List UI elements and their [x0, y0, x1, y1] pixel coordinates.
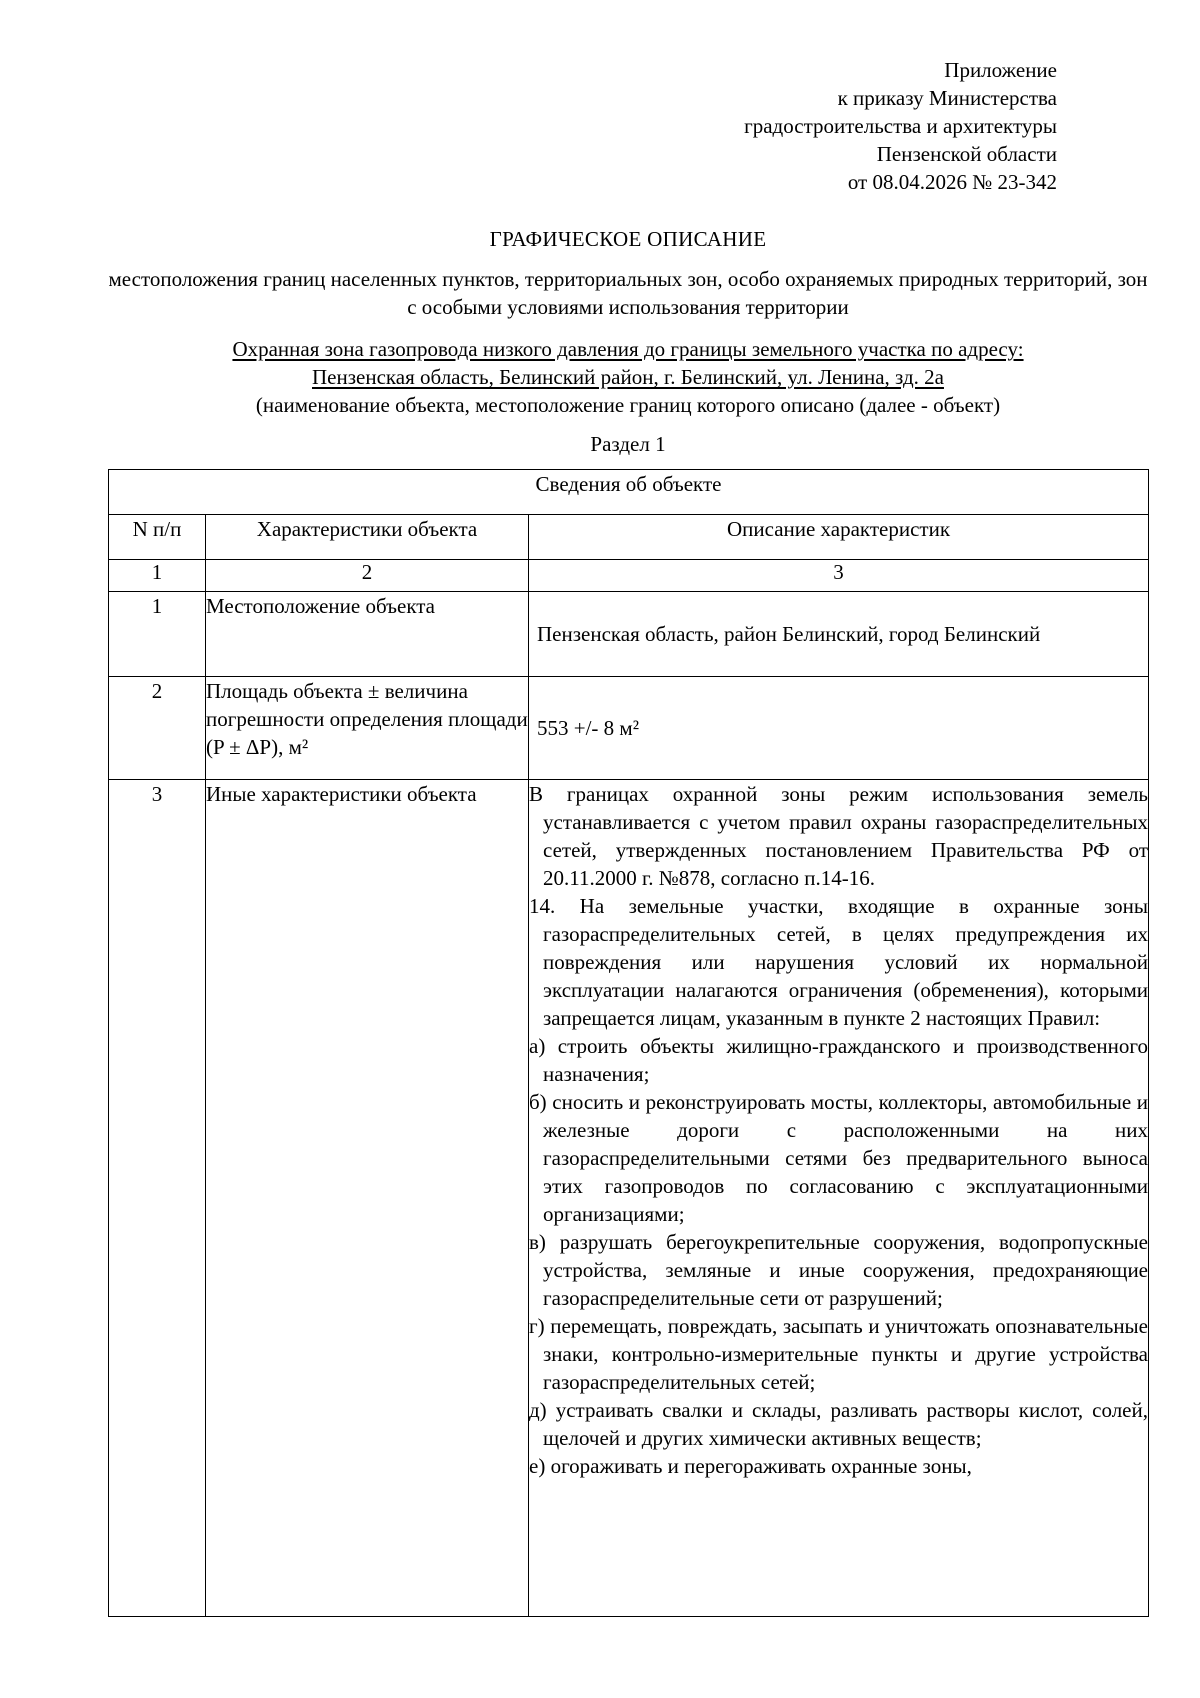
row-characteristic: Местоположение объекта	[206, 592, 529, 677]
description-paragraph: е) огораживать и перегораживать охранные зоны,	[529, 1454, 972, 1478]
object-info-table	[108, 469, 1149, 1617]
row-number: 1	[109, 592, 206, 677]
row-characteristic: Иные характеристики объекта	[206, 780, 529, 1617]
description-paragraph: а) строить объекты жилищно-гражданского и производственного назначения;	[529, 1034, 1148, 1086]
approval-line: Пензенской области	[876, 142, 1057, 166]
table-row	[109, 780, 1149, 1617]
column-number-row	[109, 560, 1149, 592]
description-paragraph: д) устраивать свалки и склады, разливать растворы кислот, солей, щелочей и других химически активных веществ;	[529, 1398, 1148, 1450]
column-header-row	[109, 515, 1149, 560]
section-heading: Раздел 1	[590, 432, 666, 456]
description-paragraph: в) разрушать берегоукрепительные сооружения, водопропускные устройства, земляные и иные сооружения, предохраняющие газораспределительные сети от разрушений;	[529, 1230, 1148, 1310]
object-address-line: Пензенская область, Белинский район, г. Белинский, ул. Ленина, зд. 2а	[312, 365, 944, 389]
table-header-row	[109, 470, 1149, 515]
approval-line: градостроительства и архитектуры	[744, 114, 1057, 138]
table-row	[109, 677, 1149, 780]
table-row	[109, 592, 1149, 677]
row-number: 2	[109, 677, 206, 780]
approval-line: к приказу Министерства	[837, 86, 1057, 110]
description-paragraph: г) перемещать, повреждать, засыпать и уничтожать опознавательные знаки, контрольно-измерительные пункты и другие устройства газораспределительных сетей;	[529, 1314, 1148, 1394]
description-paragraph: 14. На земельные участки, входящие в охранные зоны газораспределительных сетей, в целях предупреждения их повреждения или нарушения условий их нормальной эксплуатации налагаются ограничения (обременения), которыми запрещается лицам, указанным в пункте 2 настоящих Правил:	[529, 894, 1148, 1030]
row-description: Пензенская область, район Белинский, город Белинский	[529, 592, 1149, 677]
approval-line: Приложение	[944, 58, 1057, 82]
description-paragraph: В границах охранной зоны режим использования земель устанавливается с учетом правил охраны газораспределительных сетей, утвержденных постановлением Правительства РФ от 20.11.2000 г. №878, согласно п.14-16.	[529, 782, 1148, 890]
document-subtitle: местоположения границ населенных пунктов, территориальных зон, особо охраняемых природных территорий, зон с особыми условиями использования территории	[108, 267, 1148, 319]
table-header: Сведения об объекте	[109, 470, 1149, 515]
object-name-line: Охранная зона газопровода низкого давления до границы земельного участка по адресу:	[232, 337, 1024, 361]
document-title: ГРАФИЧЕСКОЕ ОПИСАНИЕ	[489, 227, 767, 251]
row-description: 553 +/- 8 м²	[529, 677, 1149, 780]
column-header: Характеристики объекта	[206, 515, 529, 560]
approval-line: от 08.04.2026 № 23-342	[847, 170, 1057, 194]
description-paragraph: б) сносить и реконструировать мосты, коллекторы, автомобильные и железные дороги с расположенными на них газораспределительными сетями без предварительного выноса этих газопроводов по согласованию с эксплуатационными организациями;	[529, 1090, 1148, 1226]
object-name-block	[108, 335, 1148, 419]
object-name-caption: (наименование объекта, местоположение границ которого описано (далее - объект)	[255, 393, 1001, 417]
column-number: 2	[206, 560, 529, 592]
approval-block	[744, 56, 1057, 196]
row-description	[529, 780, 1149, 1617]
column-number: 3	[529, 560, 1149, 592]
column-header: N п/п	[109, 515, 206, 560]
column-header: Описание характеристик	[529, 515, 1149, 560]
row-number: 3	[109, 780, 206, 1617]
column-number: 1	[109, 560, 206, 592]
row-characteristic: Площадь объекта ± величина погрешности определения площади (P ± ΔP), м²	[206, 677, 529, 780]
